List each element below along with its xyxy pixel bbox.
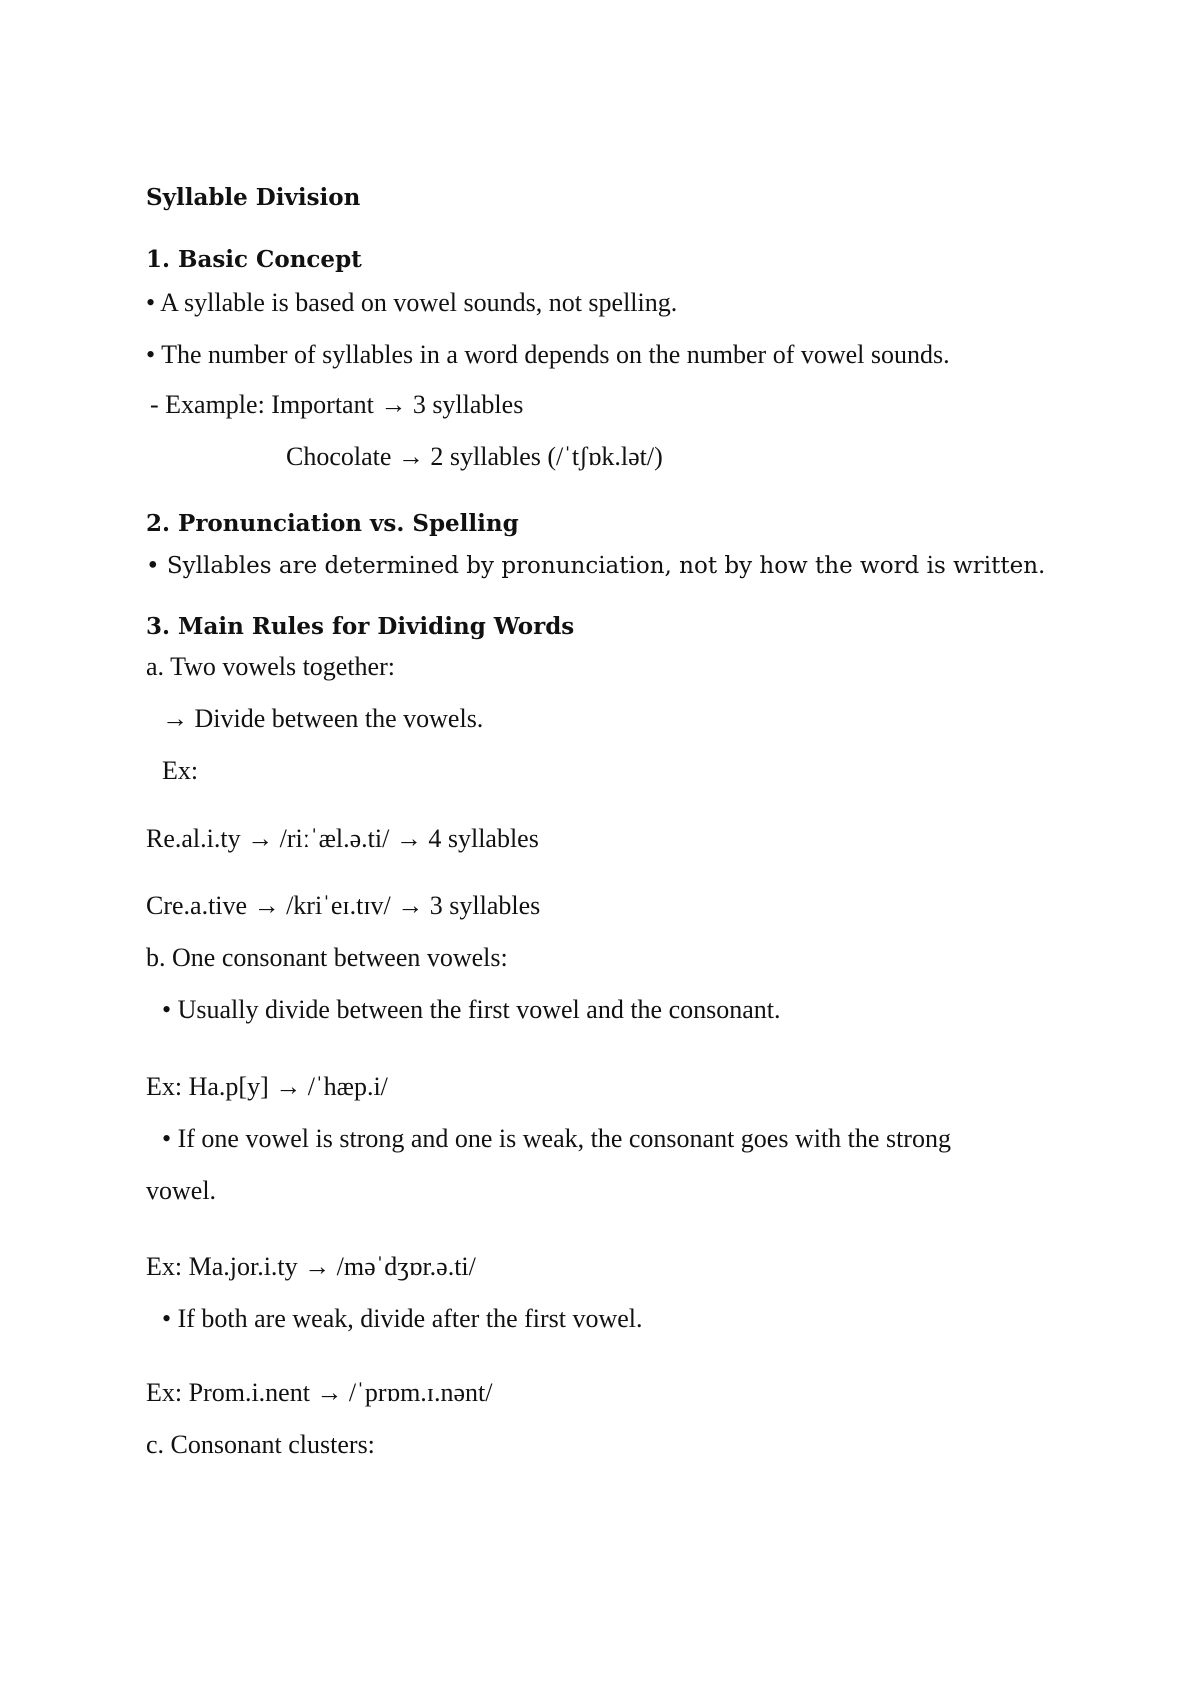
example-line: Ex: Ma.jor.i.ty → /məˈdʒɒr.ə.ti/ [146,1252,476,1281]
example-line: Re.al.i.ty → /riːˈæl.ə.ti/ → 4 syllables [146,824,539,853]
bullet-line: • Usually divide between the first vowel and the consonant. [162,995,781,1024]
rule-line: → Divide between the vowels. [162,704,484,733]
bullet-line: • Syllables are determined by pronunciation, not by how the word is written. [146,553,1046,579]
example-line: Ex: Prom.i.nent → /ˈprɒm.ɪ.nənt/ [146,1378,493,1407]
bullet-line: • The number of syllables in a word depends on the number of vowel sounds. [146,340,950,369]
example-line: - Example: Important → 3 syllables [150,390,524,419]
example-label: Ex: [162,756,199,785]
bullet-line: • If one vowel is strong and one is weak, the consonant goes with the strong [162,1124,951,1153]
rule-line: a. Two vowels together: [146,652,395,681]
example-line: Ex: Ha.p[y] → /ˈhæp.i/ [146,1072,388,1101]
section-heading-basic-concept: 1. Basic Concept [146,246,362,273]
section-heading-main-rules: 3. Main Rules for Dividing Words [146,613,575,640]
bullet-line: • A syllable is based on vowel sounds, not spelling. [146,288,678,317]
rule-line: b. One consonant between vowels: [146,943,508,972]
section-heading-pronunciation: 2. Pronunciation vs. Spelling [146,510,519,537]
continuation-line: vowel. [146,1176,217,1205]
page-title: Syllable Division [146,184,361,211]
rule-line: c. Consonant clusters: [146,1430,375,1459]
example-line: Chocolate → 2 syllables (/ˈtʃɒk.lət/) [286,442,663,471]
example-line: Cre.a.tive → /kriˈeɪ.tɪv/ → 3 syllables [146,891,541,920]
bullet-line: • If both are weak, divide after the first vowel. [162,1304,643,1333]
